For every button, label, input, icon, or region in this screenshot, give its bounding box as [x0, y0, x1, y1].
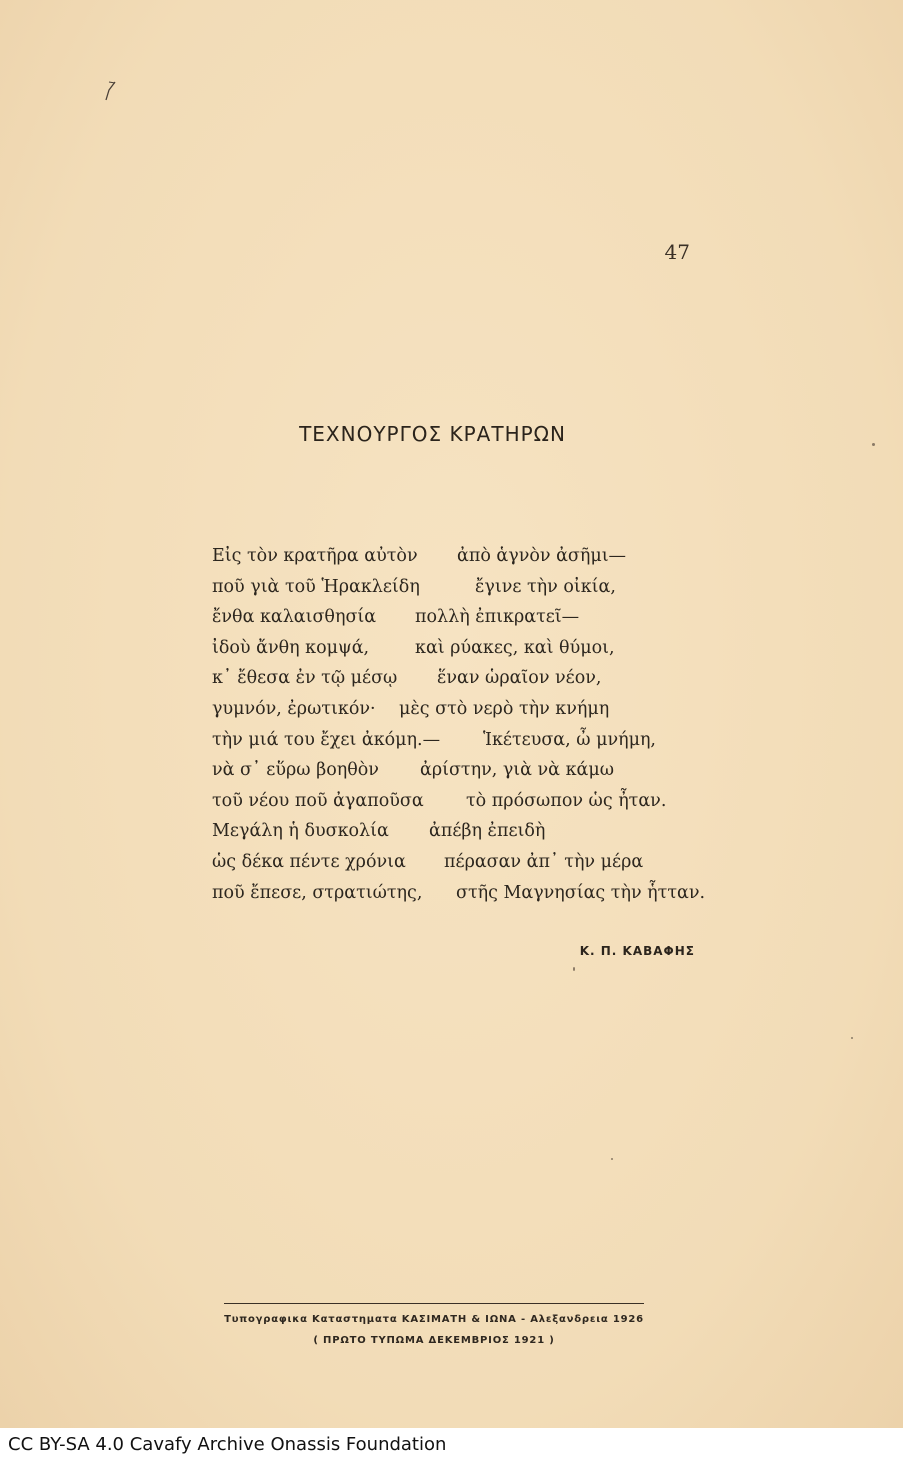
- poem-title: ΤΕΧΝΟΥΡΓΟΣ ΚΡΑΤΗΡΩΝ: [299, 422, 566, 446]
- poem-line-left: ἰδοὺ ἄνθη κομψά,: [212, 637, 370, 658]
- pencil-mark: [103, 80, 117, 102]
- printer-colophon: Τυπογραφικα Καταστηματα ΚΑΣΙΜΑΤΗ & ΙΩΝΑ - Αλεξανδρεια 1926: [224, 1314, 644, 1325]
- poem-line-right: πολλὴ ἐπικρατεῖ—: [415, 607, 580, 628]
- poem-line-left: γυμνόν, ἐρωτικόν·: [212, 698, 376, 719]
- author-signature: Κ. Π. ΚΑΒΑΦΗΣ: [579, 944, 695, 958]
- poem-line-left: τοῦ νέου ποῦ ἀγαποῦσα: [212, 790, 424, 811]
- poem-line-right: πέρασαν ἀπ᾽ τὴν μέρα: [444, 851, 644, 872]
- poem-line-right: Ἱκέτευσα, ὦ μνήμη,: [483, 729, 656, 750]
- poem-line-left: Μεγάλη ἡ δυσκολία: [212, 821, 389, 842]
- poem-line-right: καὶ ρύακες, καὶ θύμοι,: [415, 637, 615, 658]
- poem-line-right: στῆς Μαγνησίας τὴν ἧτταν.: [456, 882, 706, 903]
- first-printing-note: ( ΠΡΩΤΟ ΤΥΠΩΜΑ ΔΕΚΕΜΒΡΙΟΣ 1921 ): [313, 1335, 555, 1346]
- poem-line-left: ποῦ ἔπεσε, στρατιώτης,: [212, 882, 423, 903]
- poem-line-left: νὰ σ᾽ εὕρω βοηθὸν: [212, 760, 379, 781]
- page-number: 47: [664, 240, 690, 264]
- poem-line-right: ἀρίστην, γιὰ νὰ κάμω: [420, 760, 614, 781]
- poem-line-left: τὴν μιά του ἔχει ἀκόμη.—: [212, 729, 441, 750]
- poem-line-right: μὲς στὸ νερὸ τὴν κνήμη: [399, 698, 610, 719]
- poem-line-left: ποῦ γιὰ τοῦ Ἡρακλείδη: [212, 576, 420, 597]
- poem-line-right: ἀπὸ ἁγνὸν ἀσῆμι—: [457, 546, 627, 566]
- image-credit: CC BY-SA 4.0 Cavafy Archive Onassis Foundation: [8, 1434, 447, 1455]
- paper-speck: [611, 1158, 613, 1160]
- colophon-divider: [224, 1303, 644, 1304]
- poem-line-right: ἀπέβη ἐπειδὴ: [429, 821, 546, 842]
- poem-line-right: τὸ πρόσωπον ὡς ἦταν.: [466, 790, 667, 811]
- poem-line-left: ὡς δέκα πέντε χρόνια: [212, 851, 406, 872]
- poem-line-left: Εἰς τὸν κρατῆρα αὐτὸν: [212, 546, 418, 566]
- paper-speck: [851, 1037, 853, 1039]
- poem-line-left: ἔνθα καλαισθησία: [212, 607, 377, 628]
- poem-line-left: κ᾽ ἔθεσα ἐν τῷ μέσῳ: [212, 668, 398, 689]
- paper-speck: [872, 443, 875, 446]
- poem-line-right: ἔγινε τὴν οἰκία,: [475, 576, 616, 597]
- poem-line-right: ἕναν ὡραῖον νέον,: [437, 668, 602, 689]
- paper-speck: [573, 967, 575, 971]
